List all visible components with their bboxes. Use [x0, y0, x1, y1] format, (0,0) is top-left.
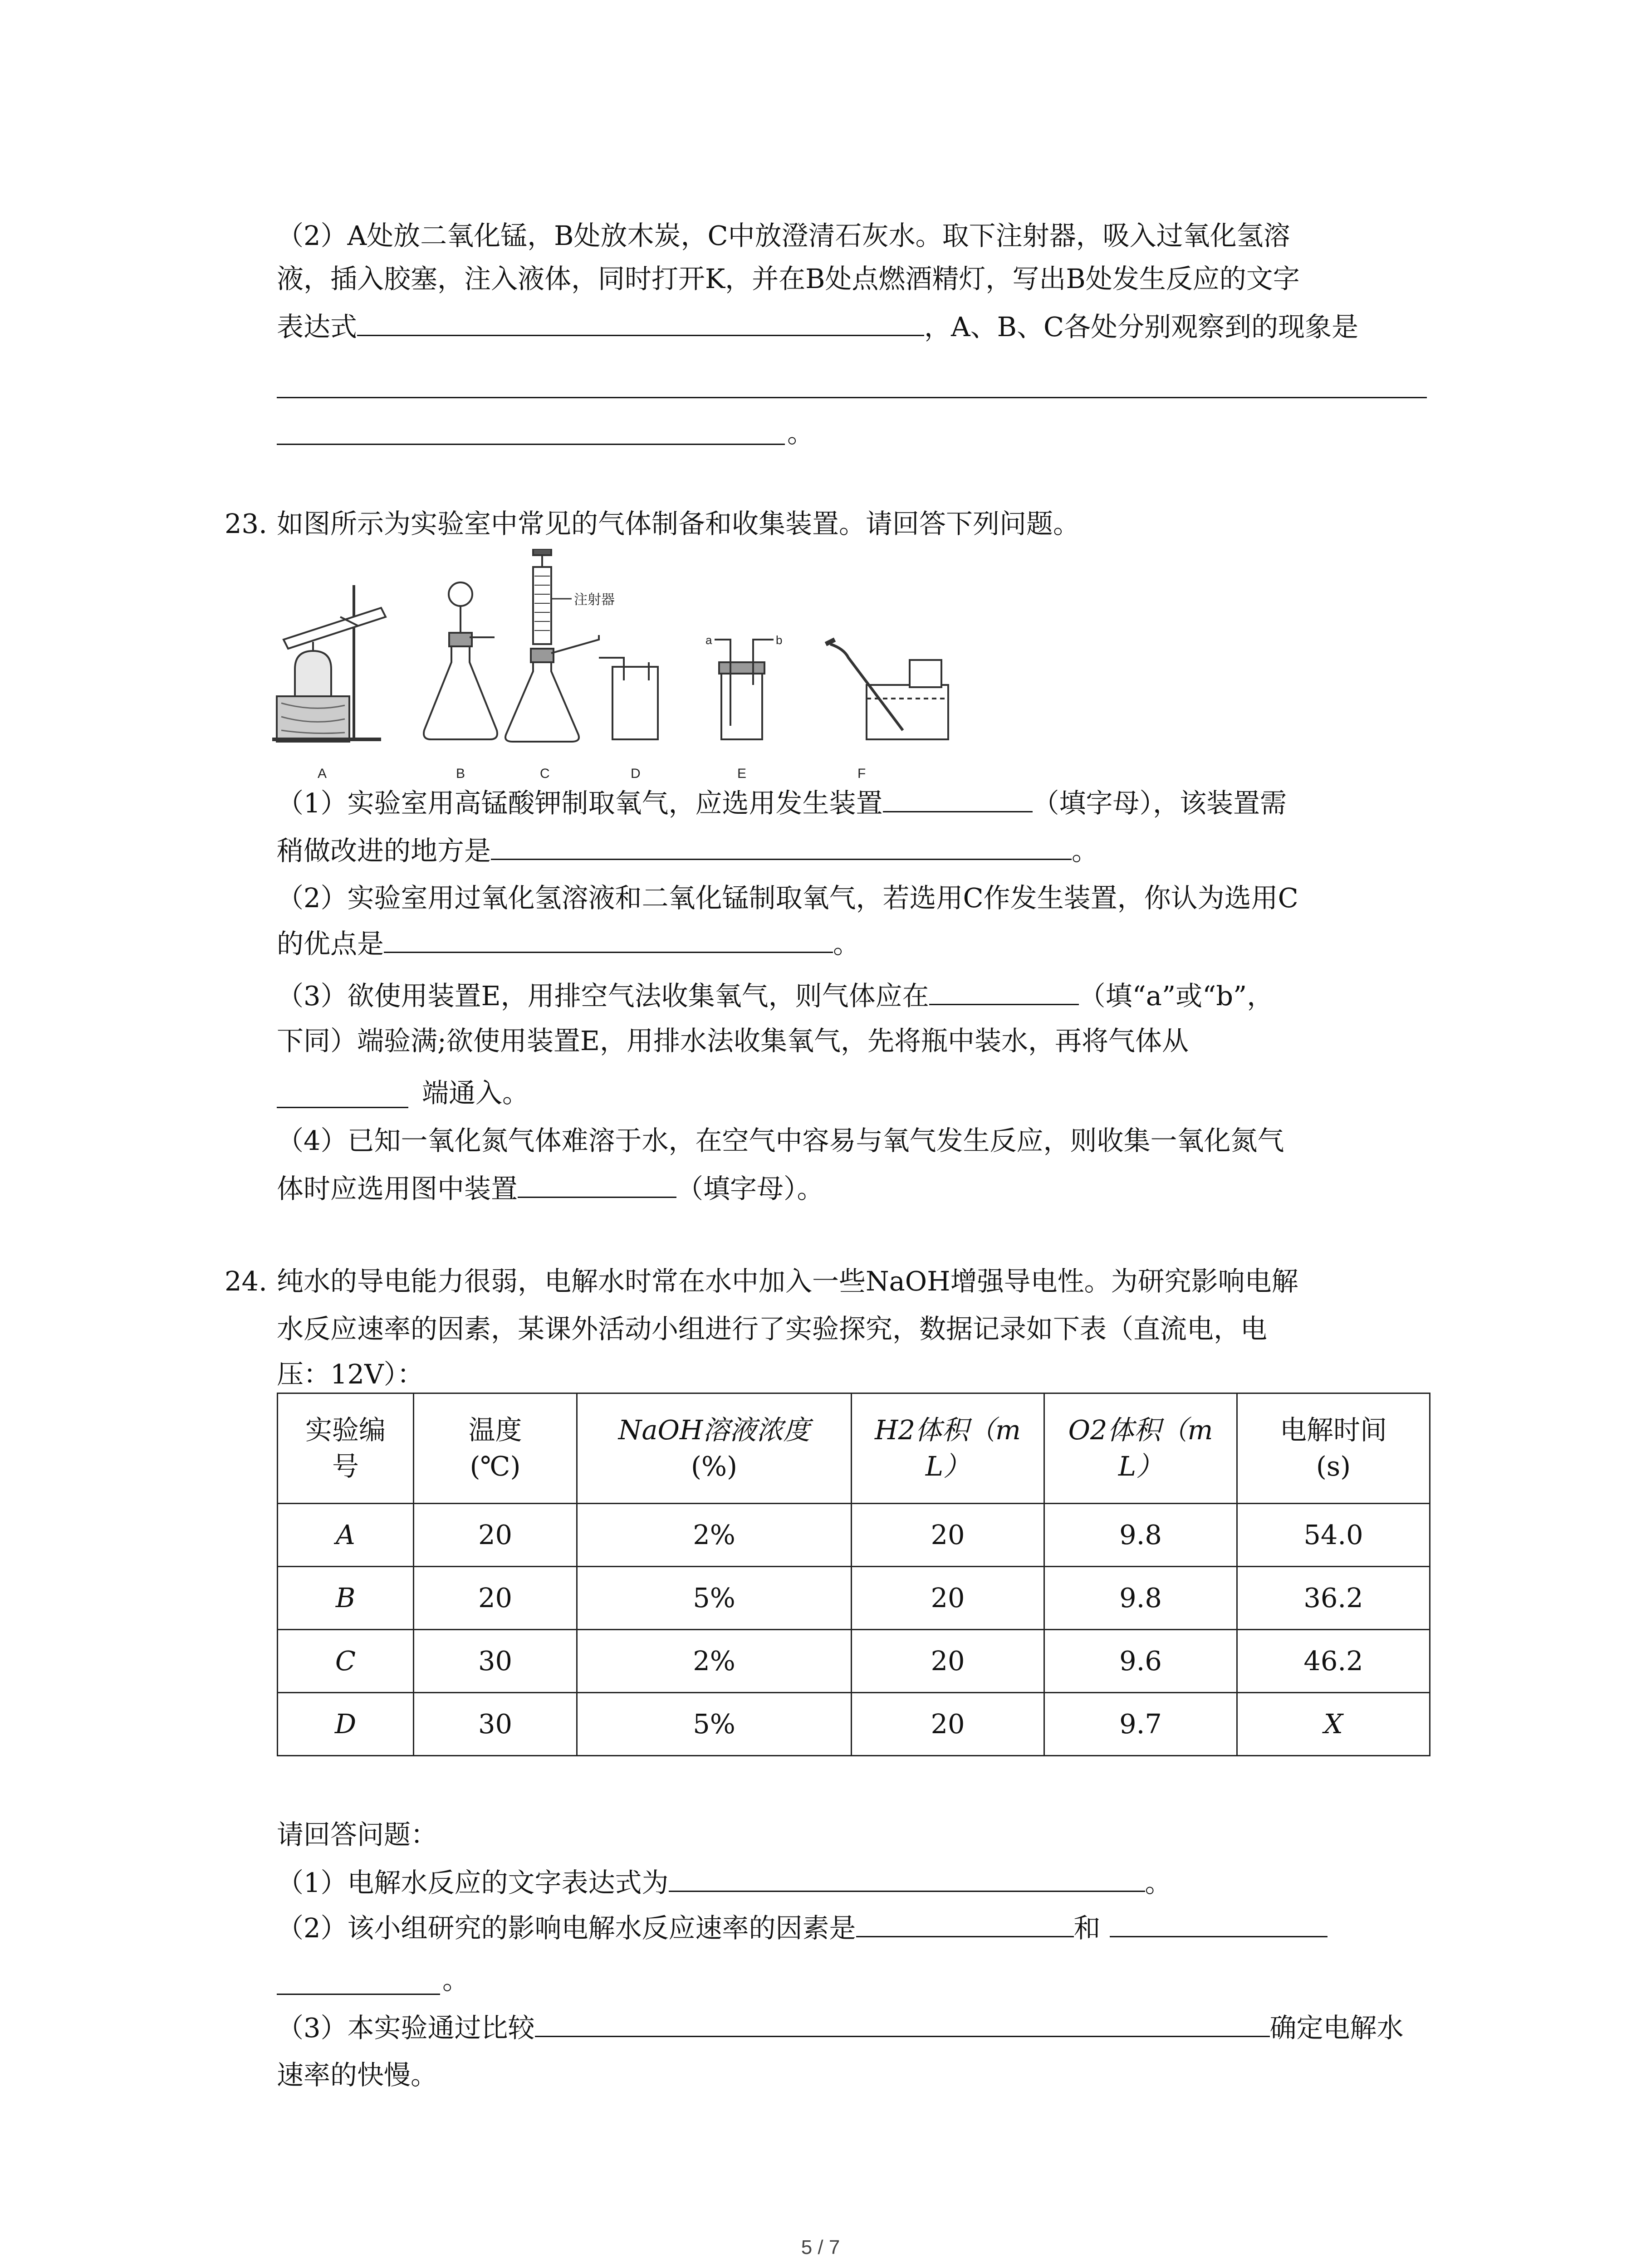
q24-p1-blank[interactable]	[669, 1864, 1145, 1892]
header-cell-id: 实验编 号	[278, 1393, 414, 1504]
fig-label-b: B	[456, 766, 465, 781]
table-cell: 9.7	[1044, 1693, 1237, 1756]
q24-p2-text-a: （2）该小组研究的影响电解水反应速率的因素是	[277, 1912, 856, 1944]
q22-line3-prefix: 表达式	[277, 311, 358, 342]
q23-p2-blank[interactable]	[384, 925, 833, 953]
fig-label-a: A	[318, 766, 327, 781]
apparatus-e	[715, 640, 774, 739]
table-cell: 30	[414, 1630, 577, 1693]
q23-p4-text-a: 体时应选用图中装置	[277, 1173, 518, 1204]
q23-p3-blank-1[interactable]	[929, 978, 1079, 1005]
q24-stem-line3: 压：12V）：	[277, 1359, 424, 1390]
table-cell: 2%	[577, 1630, 852, 1693]
q24-p2-period: 。	[442, 1964, 470, 1995]
header-cell-conc: NaOH溶液浓度 (%)	[577, 1393, 852, 1504]
table-cell: B	[278, 1567, 414, 1630]
table-cell: 46.2	[1237, 1630, 1430, 1693]
q23-p4-line1: （4）已知一氧化氮气体难溶于水，在空气中容易与氧气发生反应，则收集一氧化氮气	[277, 1125, 1284, 1156]
table-cell: D	[278, 1693, 414, 1756]
q22-line3-suffix: ，A、B、C各处分别观察到的现象是	[924, 311, 1359, 342]
table-cell: 54.0	[1237, 1504, 1430, 1567]
q23-p4-line2	[277, 1170, 824, 1207]
table-header-row	[278, 1393, 1430, 1504]
q23-p2-line2	[277, 925, 860, 962]
table-cell: 20	[852, 1504, 1044, 1567]
table-cell: 9.8	[1044, 1567, 1237, 1630]
q23-p1-blank-1[interactable]	[883, 785, 1033, 812]
table-cell: 5%	[577, 1693, 852, 1756]
table-cell: C	[278, 1630, 414, 1693]
q23-p3-text-b: （填“a”或“b”，	[1078, 980, 1274, 1012]
header-cell-temp: 温度 (℃)	[414, 1393, 577, 1504]
table-cell: 20	[414, 1504, 577, 1567]
q24-p3-text-b: 确定电解水	[1269, 2012, 1404, 2043]
q23-p3-line2: 下同）端验满;欲使用装置E，用排水法收集氧气，先将瓶中装水，再将气体从	[277, 1025, 1189, 1056]
q23-p4-text-b: （填字母）。	[676, 1173, 824, 1204]
fig-label-e: E	[737, 766, 747, 781]
experiment-table	[277, 1393, 1430, 1756]
apparatus-b	[424, 582, 497, 739]
q23-p2-line1: （2）实验室用过氧化氢溶液和二氧化锰制取氧气，若选用C作发生装置，你认为选用C	[277, 882, 1298, 914]
header-cell-o2: O2体积（m L）	[1044, 1393, 1237, 1504]
q24-p2-blank-2[interactable]	[1110, 1910, 1327, 1937]
table-cell: 9.8	[1044, 1504, 1237, 1567]
q23-p2-text-b: 。	[833, 928, 860, 959]
fig-label-c: C	[540, 766, 550, 781]
q24-stem-line2: 水反应速率的因素，某课外活动小组进行了实验探究，数据记录如下表（直流电，电	[277, 1313, 1268, 1344]
q23-p3-text-a: （3）欲使用装置E，用排空气法收集氧气，则气体应在	[277, 980, 929, 1012]
q23-p1-text-c: 稍做改进的地方是	[277, 835, 491, 866]
table-row	[278, 1693, 1430, 1756]
q24-p2	[277, 1910, 1327, 1946]
apparatus-a	[272, 585, 386, 742]
fig-syringe-label: 注射器	[574, 592, 615, 607]
q22-part2-line1: （2）A处放二氧化锰，B处放木炭，C中放澄清石灰水。取下注射器，吸入过氧化氢溶	[277, 220, 1290, 251]
q23-p1-text-a: （1）实验室用高锰酸钾制取氧气，应选用发生装置	[277, 787, 883, 819]
apparatus-f	[826, 640, 948, 739]
table-cell: 20	[852, 1693, 1044, 1756]
q23-p1-blank-2[interactable]	[491, 832, 1072, 860]
q24-p1-text-b: 。	[1145, 1867, 1172, 1898]
q23-p3-line3: 端通入。	[422, 1077, 529, 1109]
q22-part2-line2: 液，插入胶塞，注入液体，同时打开K，并在B处点燃酒精灯，写出B处发生反应的文字	[277, 263, 1300, 294]
table-cell: 20	[852, 1567, 1044, 1630]
q24-p3-blank[interactable]	[535, 2009, 1270, 2037]
q22-answer-blank-1[interactable]	[357, 308, 924, 336]
q23-p1-text-b: （填字母），该装置需	[1032, 787, 1287, 819]
q24-p3-text-a: （3）本实验通过比较	[277, 2012, 535, 2043]
q22-part2-line3	[277, 308, 1358, 345]
q24-p1	[277, 1864, 1172, 1901]
table-cell: X	[1237, 1693, 1430, 1756]
table-cell: 30	[414, 1693, 577, 1756]
q24-p2-blank-1[interactable]	[856, 1910, 1074, 1937]
table-row	[278, 1567, 1430, 1630]
q23-p2-text-a: 的优点是	[277, 928, 384, 959]
table-cell: 20	[414, 1567, 577, 1630]
table-cell: A	[278, 1504, 414, 1567]
apparatus-d	[599, 658, 658, 739]
q23-p3-line1	[277, 978, 1274, 1014]
header-cell-time: 电解时间 (s)	[1237, 1393, 1430, 1504]
q24-number: 24.	[225, 1266, 267, 1297]
fig-label-f: F	[857, 766, 866, 781]
table-cell: 20	[852, 1630, 1044, 1693]
table-row	[278, 1630, 1430, 1693]
table-cell: 5%	[577, 1567, 852, 1630]
table-cell: 36.2	[1237, 1567, 1430, 1630]
q24-p1-text-a: （1）电解水反应的文字表达式为	[277, 1867, 669, 1898]
q24-p3	[277, 2009, 1404, 2046]
q23-p1-text-d: 。	[1072, 835, 1099, 866]
q23-stem: 如图所示为实验室中常见的气体制备和收集装置。请回答下列问题。	[277, 508, 1080, 539]
q22-period: 。	[787, 417, 814, 449]
table-cell: 9.6	[1044, 1630, 1237, 1693]
q24-p3-line2: 速率的快慢。	[277, 2059, 438, 2091]
q24-prompt: 请回答问题：	[277, 1819, 438, 1850]
q24-stem-line1: 纯水的导电能力很弱，电解水时常在水中加入一些NaOH增强导电性。为研究影响电解	[277, 1266, 1298, 1297]
q23-number: 23.	[225, 508, 267, 539]
q23-p3-blank-2[interactable]	[277, 1107, 408, 1108]
q23-p1-line2	[277, 832, 1098, 869]
apparatus-figure	[272, 549, 980, 785]
fig-port-a: a	[705, 633, 712, 647]
q23-p1-line1	[277, 785, 1287, 821]
apparatus-c	[505, 549, 599, 742]
q22-answer-blank-2[interactable]	[277, 397, 1427, 398]
q23-p4-blank[interactable]	[518, 1170, 676, 1198]
q22-answer-blank-3[interactable]	[277, 444, 785, 445]
table-cell: 2%	[577, 1504, 852, 1567]
q24-p2-text-b: 和	[1073, 1912, 1101, 1944]
table-row	[278, 1504, 1430, 1567]
fig-port-b: b	[776, 633, 783, 647]
fig-label-d: D	[631, 766, 641, 781]
page-number: 5 / 7	[801, 2236, 840, 2258]
q24-p2-blank-3[interactable]	[277, 1994, 440, 1995]
header-cell-h2: H2体积（m L）	[852, 1393, 1044, 1504]
